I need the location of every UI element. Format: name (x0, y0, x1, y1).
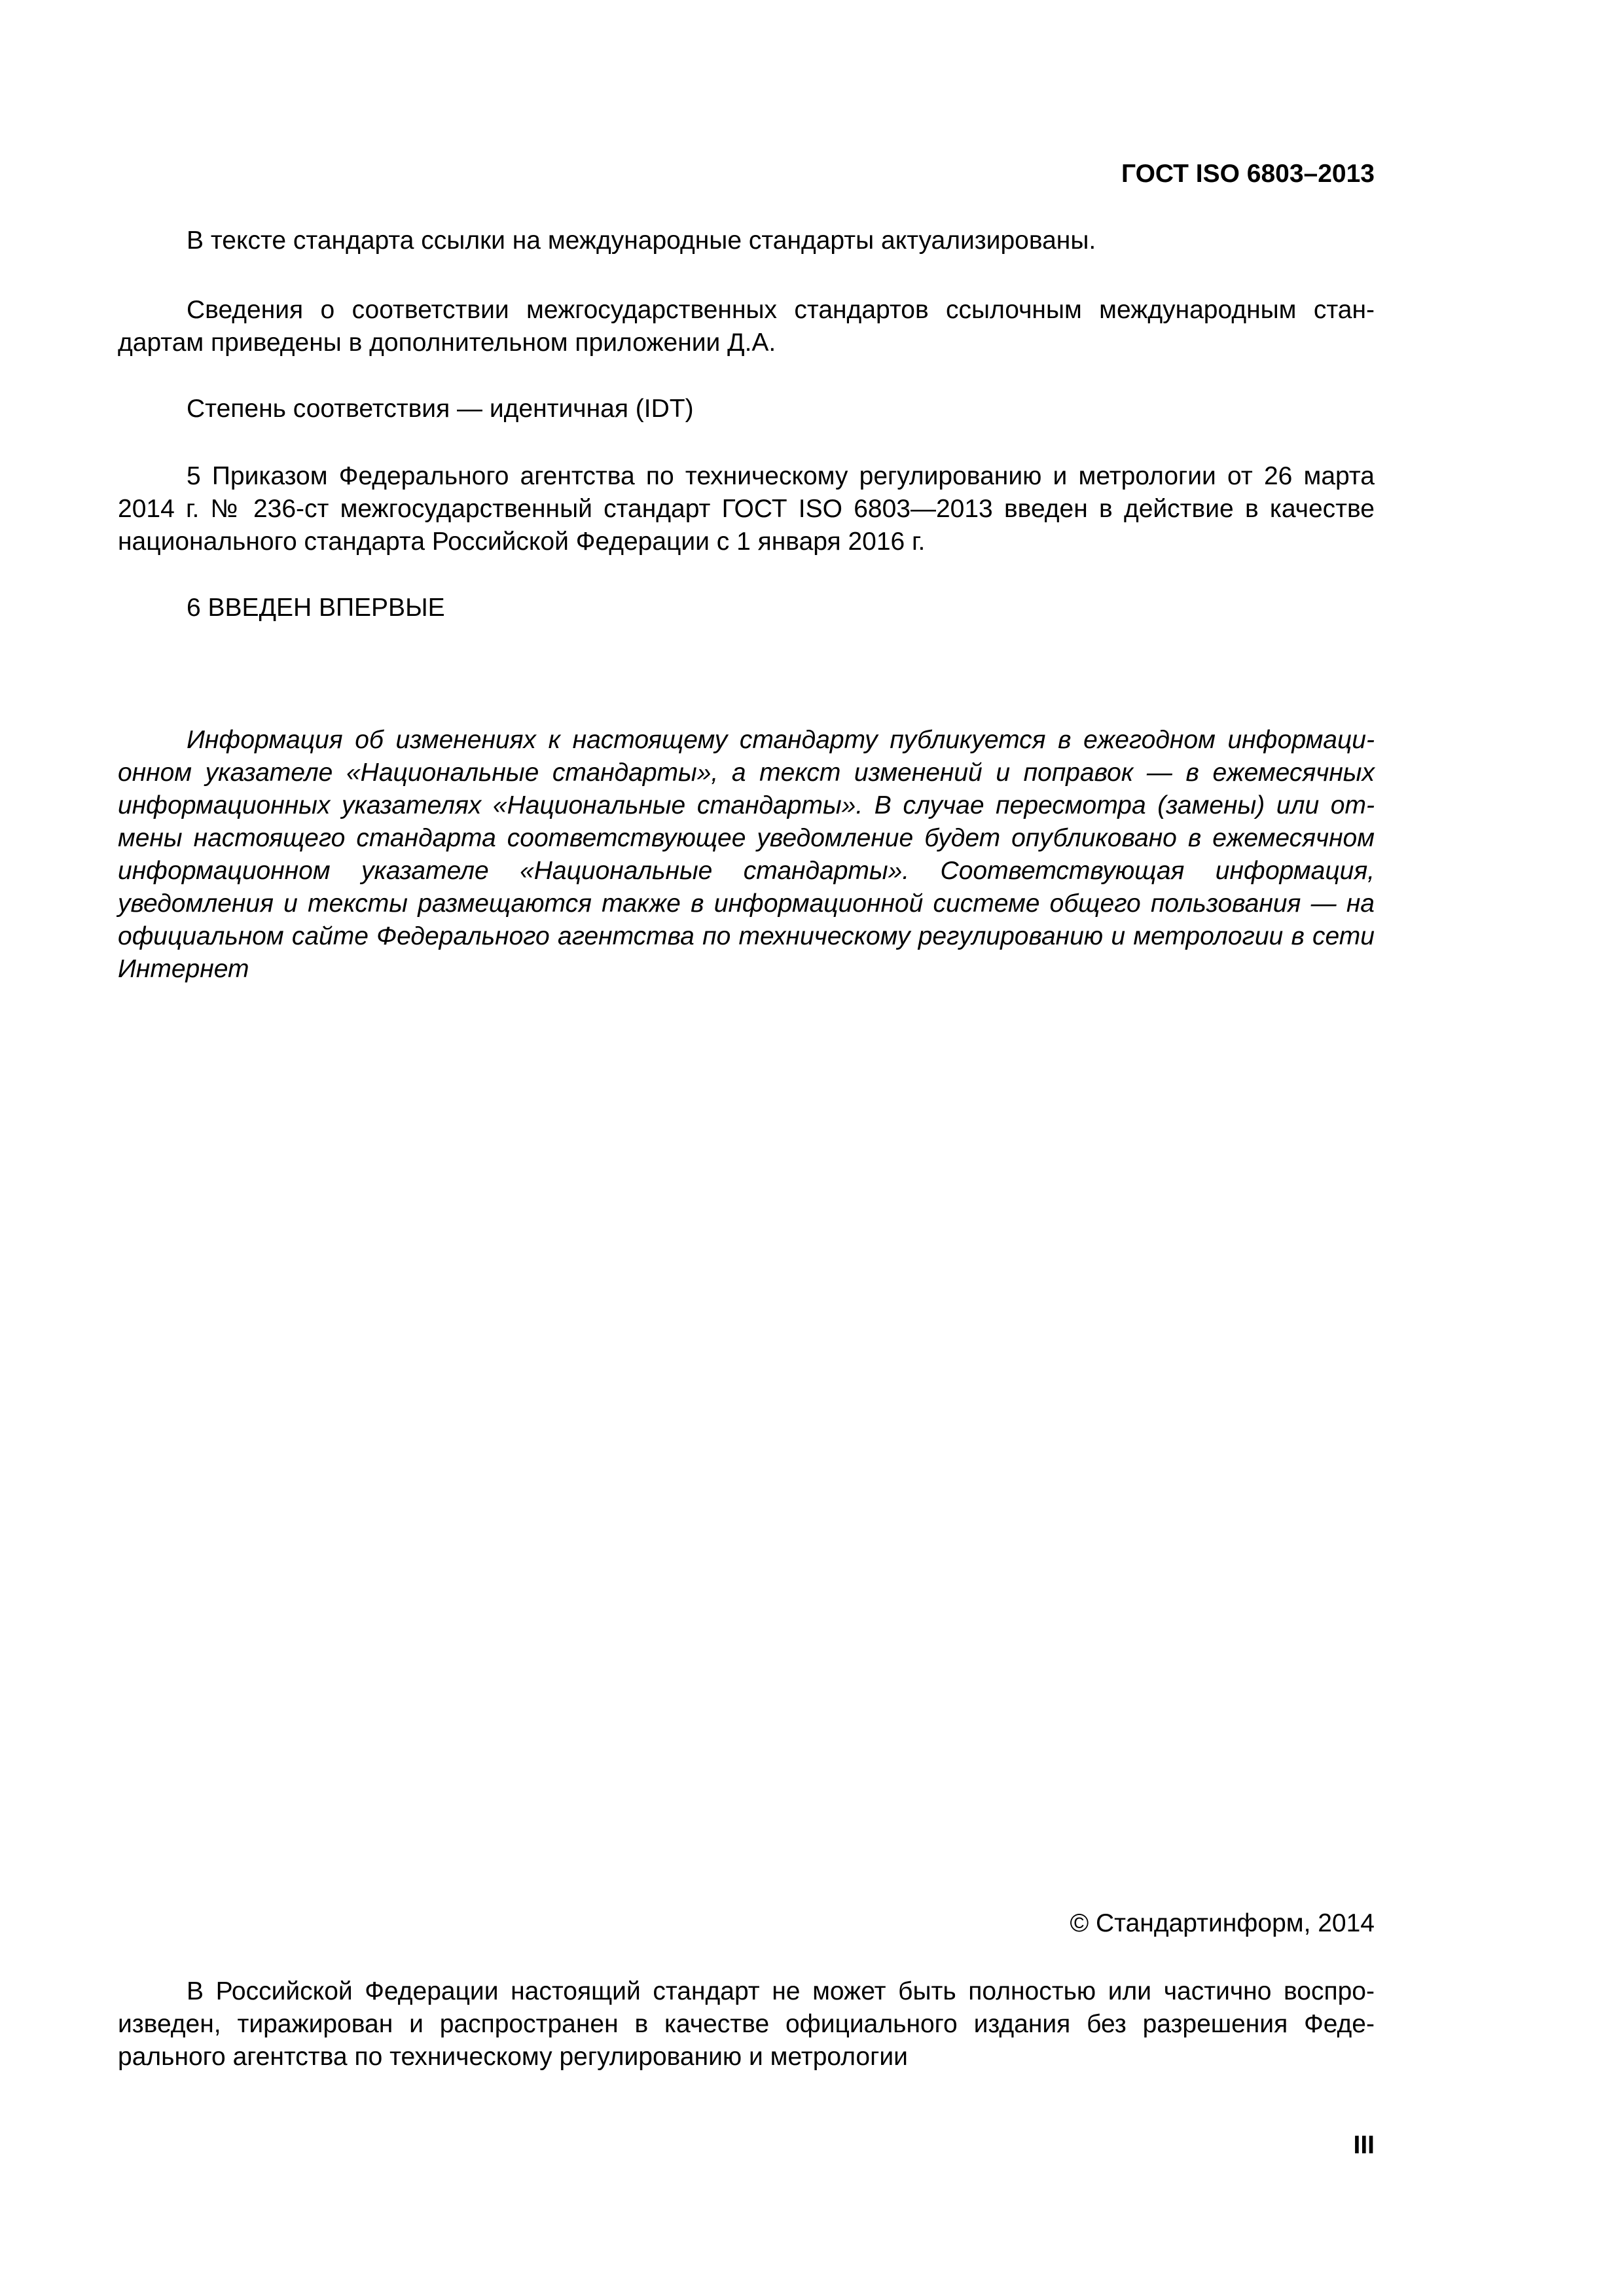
document-code: ГОСТ ISO 6803–2013 (1121, 160, 1375, 188)
paragraph-correspondence-info: Сведения о соответствии межгосударственных стандартов ссылочным международным стандартам приведены в дополнительном приложении Д.А. (118, 296, 1375, 357)
document-page (118, 0, 1375, 2296)
paragraph-enactment-order: 5 Приказом Федерального агентства по техническому регулированию и метрологии от 26 марта 2014 г. № 236-ст межгосударственный стандарт ГОСТ ISO 6803—2013 введен в действие в качестве национального стандарта Российской Федерации с 1 января 2016 г. (118, 462, 1375, 556)
reproduction-rights-notice: В Российской Федерации настоящий стандарт не может быть полностью или частично воспроизведен, тиражирован и распространен в качестве официального издания без разрешения Федерального агентства по техническому регулированию и метрологии (118, 1977, 1375, 2071)
changes-notice: Информация об изменениях к настоящему стандарту публикуется в ежегодном информационном указателе «Национальные стандарты», а текст изменений и поправок — в ежемесячных информационных указателях «Национальные стандарты». В случае пересмотра (замены) или отмены настоящего стандарта соответствующее уведомление будет опубликовано в ежемесячном информационном указателе «Национальные стандарты». Соответствующая информация, уведомления и тексты размещаются также в информационной системе общего пользования — на официальном сайте Федерального агентства по техническому регулированию и метрологии в сети Интернет (118, 726, 1375, 983)
copyright-line: © Стандартинформ, 2014 (1070, 1909, 1375, 1937)
paragraph-first-introduced: 6 ВВЕДЕН ВПЕРВЫЕ (187, 594, 445, 622)
page-number: III (1353, 2131, 1375, 2159)
paragraph-references-updated: В тексте стандарта ссылки на международные стандарты актуализированы. (187, 226, 1096, 255)
paragraph-conformity-degree: Степень соответствия — идентичная (IDT) (187, 395, 694, 423)
